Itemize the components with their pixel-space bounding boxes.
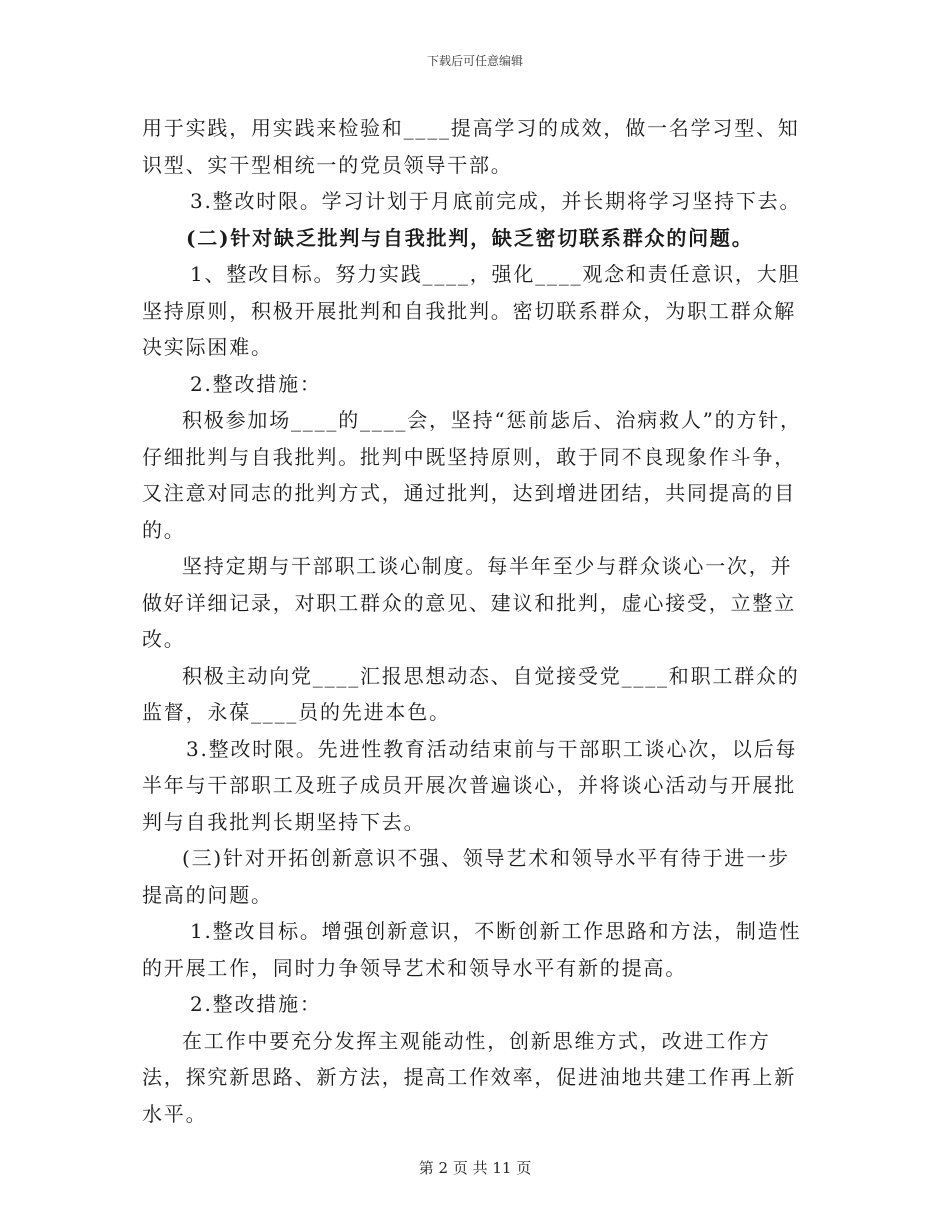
section-heading-2: (二)针对缺乏批判与自我批判，缺乏密切联系群众的问题。 [186, 225, 754, 250]
paragraph-6: 坚持定期与干部职工谈心制度。每半年至少与群众谈心一次，并做好详细记录，对职工群众的意见、建议和批判，虚心接受，立整立改。 [142, 554, 796, 651]
paragraph-7: 积极主动向党____汇报思想动态、自觉接受党____和职工群众的监督，永葆____员的先进本色。 [142, 663, 800, 724]
paragraph-11: 在工作中要充分发挥主观能动性，创新思维方式，改进工作方法，探究新思路、新方法，提高工作效率，促进油地共建工作再上新水平。 [142, 1028, 796, 1126]
page-header: 下载后可任意编辑 [426, 54, 523, 68]
paragraph-10: 2.整改措施： [190, 992, 322, 1016]
paragraph-8: 3.整改时限。先进性教育活动结束前与干部职工谈心次，以后每半年与干部职工及班子成员开展次普遍谈心，并将谈心活动与开展批判与自我批判长期坚持下去。 [142, 736, 798, 834]
paragraph-9: 1.整改目标。增强创新意识，不断创新工作思路和方法，制造性的开展工作，同时力争领导艺术和领导水平有新的提高。 [142, 919, 802, 980]
paragraph-2: 3.整改时限。学习计划于月底前完成，并长期将学习坚持下去。 [190, 189, 802, 213]
paragraph-3: 1、整改目标。努力实践____，强化____观念和责任意识，大胆坚持原则，积极开展批判和自我批判。密切联系群众，为职工群众解决实际困难。 [142, 262, 801, 359]
paragraph-4: 2.整改措施： [190, 371, 322, 396]
page-number: 第 2 页 共 11 页 [418, 1159, 532, 1177]
document-body [142, 110, 810, 1132]
paragraph-1: 用于实践，用实践来检验和____提高学习的成效，做一名学习型、知识型、实干型相统一的党员领导干部。 [142, 116, 800, 177]
paragraph-5: 积极参加场____的____会，坚持“惩前毖后、治病救人”的方针，仔细批判与自我批判。批判中既坚持原则，敢于同不良现象作斗争，又注意对同志的批判方式，通过批判，达到增进团结，共同提高的目的。 [142, 408, 802, 542]
section-heading-3: (三)针对开拓创新意识不强、领导艺术和领导水平有待于进一步提高的问题。 [142, 846, 790, 907]
